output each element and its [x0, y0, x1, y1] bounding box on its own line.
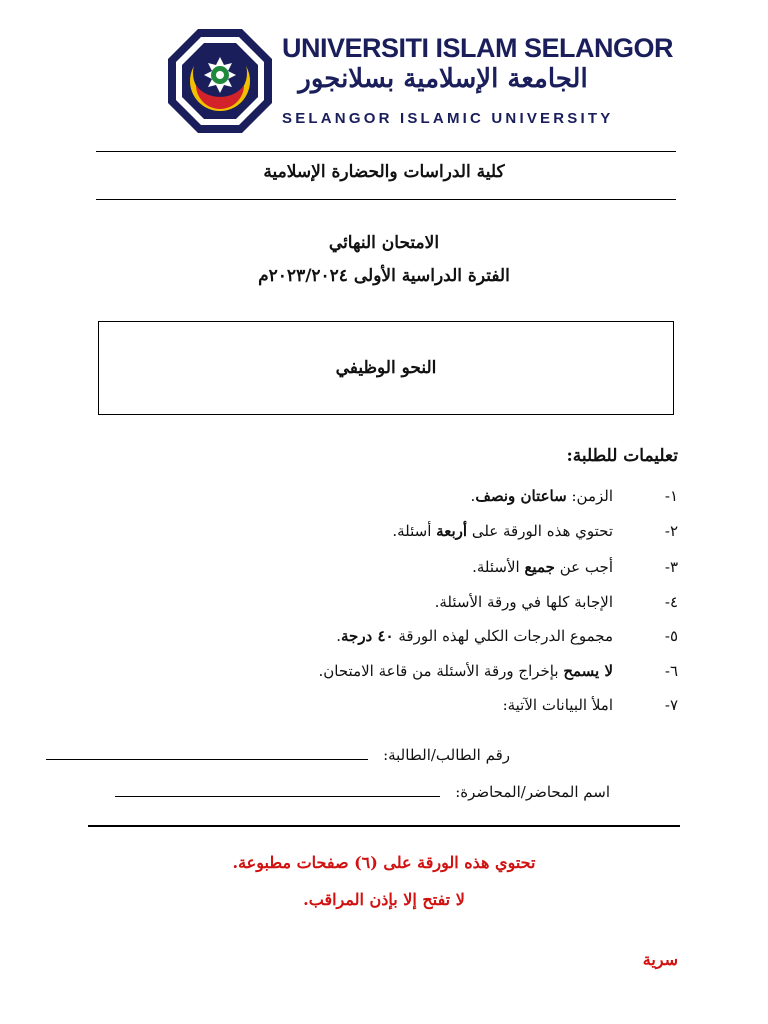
instruction-item	[435, 593, 678, 611]
instruction-emphasis: جميع	[524, 558, 555, 576]
confidential-label: سرية	[642, 950, 678, 969]
instruction-text: بإخراج ورقة الأسئلة من قاعة الامتحان.	[318, 662, 564, 680]
lecturer-name-label: اسم المحاضر/المحاضرة:	[455, 783, 610, 801]
course-name: النحو الوظيفي	[335, 358, 437, 378]
instruction-text: تحتوي هذه الورقة على	[467, 522, 613, 540]
faculty-name: كلية الدراسات والحضارة الإسلامية	[263, 162, 505, 182]
instruction-text: الأسئلة.	[472, 558, 525, 576]
instruction-item	[472, 558, 678, 576]
instruction-number: ٤-	[664, 593, 678, 611]
exam-title: الامتحان النهائي	[328, 233, 440, 253]
instruction-number: ٣-	[664, 558, 678, 576]
instruction-item	[319, 662, 678, 680]
instruction-item	[392, 522, 678, 540]
university-emblem-icon	[166, 27, 274, 135]
lecturer-name-blank[interactable]	[115, 782, 440, 797]
instruction-emphasis: لا يسمح	[563, 662, 613, 680]
pages-note: تحتوي هذه الورقة على (٦) صفحات مطبوعة.	[232, 853, 536, 872]
instruction-text: أسئلة.	[392, 522, 437, 540]
instruction-item	[503, 696, 678, 714]
instruction-number: ٥-	[664, 627, 678, 645]
course-box	[98, 321, 674, 415]
university-name-ar: الجامعة الإسلامية بسلانجور	[298, 64, 588, 94]
instruction-number: ٧-	[664, 696, 678, 714]
instruction-emphasis: أربعة	[436, 522, 468, 540]
instructions-heading: تعليمات للطلبة:	[566, 446, 678, 466]
instruction-number: ٢-	[664, 522, 678, 540]
open-note: لا تفتح إلا بإذن المراقب.	[303, 890, 465, 909]
instruction-emphasis: ساعتان ونصف	[475, 487, 567, 505]
exam-semester: الفترة الدراسية الأولى ٢٠٢٣/٢٠٢٤م	[258, 266, 510, 286]
lecturer-name-field[interactable]	[115, 782, 610, 801]
divider	[96, 151, 676, 152]
instruction-text: .	[470, 487, 476, 505]
instruction-item	[471, 487, 678, 505]
university-subtitle: SELANGOR ISLAMIC UNIVERSITY	[282, 110, 614, 127]
divider	[88, 825, 680, 827]
instruction-text: .	[336, 627, 341, 645]
instruction-number: ٦-	[664, 662, 678, 680]
divider	[96, 199, 676, 200]
instruction-text: الزمن:	[566, 487, 613, 505]
instruction-text: الإجابة كلها في ورقة الأسئلة.	[434, 593, 613, 611]
instruction-text: املأ البيانات الآتية:	[502, 696, 613, 714]
instruction-text: أجب عن	[554, 558, 613, 576]
student-id-label: رقم الطالب/الطالبة:	[383, 746, 510, 764]
student-id-blank[interactable]	[46, 745, 368, 760]
instruction-emphasis: ٤٠ درجة	[341, 627, 394, 645]
instruction-item	[336, 627, 678, 645]
instruction-text: مجموع الدرجات الكلي لهذه الورقة	[393, 627, 613, 645]
student-id-field[interactable]	[46, 745, 510, 764]
university-name-en: UNIVERSITI ISLAM SELANGOR	[282, 33, 674, 63]
instruction-number: ١-	[664, 487, 678, 505]
